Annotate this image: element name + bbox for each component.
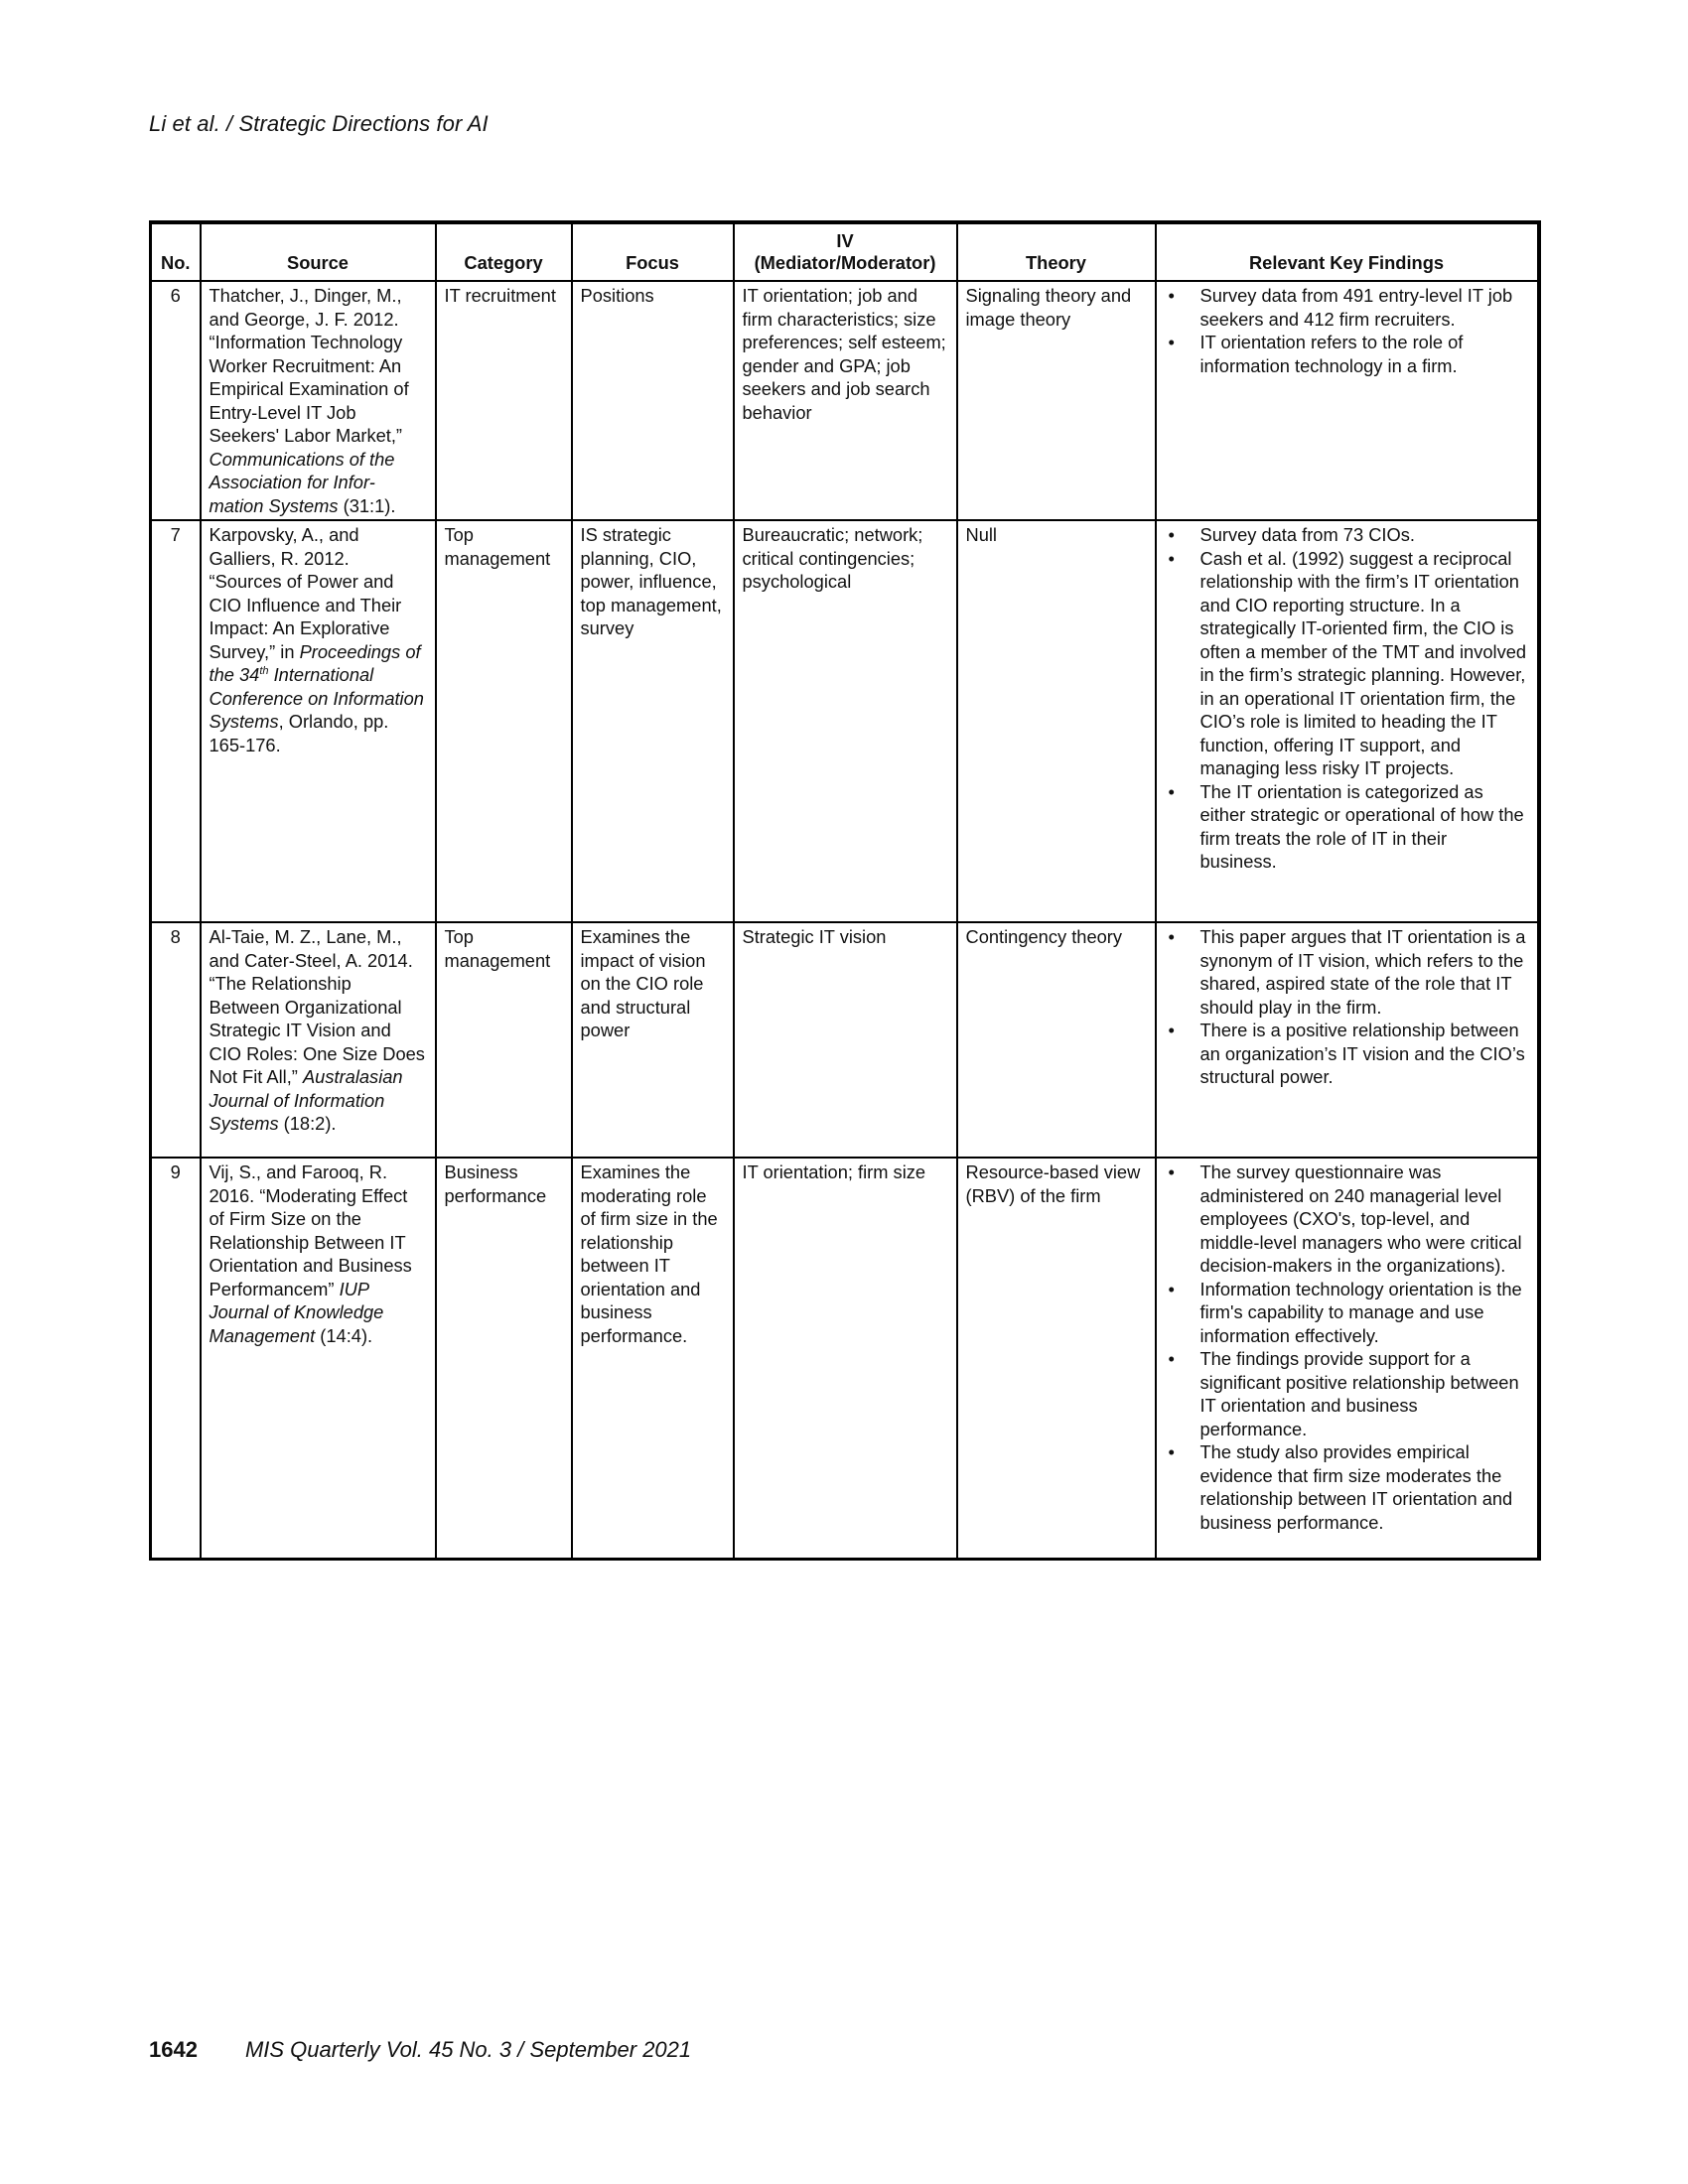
finding-item: • The survey questionnaire was administered on 240 managerial level employees (CXO's, top-level, and middle-level managers who were critical decision-makers in the organizations). [1165,1160,1529,1278]
table-header [151,222,1539,281]
theory-cell: Resource-based view (RBV) of the firm [957,1158,1156,1559]
header-source: Source [201,222,436,281]
running-head: Li et al. / Strategic Directions for AI [149,111,489,136]
focus-cell: Positions [572,281,734,520]
source-cell [201,281,436,520]
iv-cell: IT orientation; job and firm characteristics; size preferences; self esteem; gender and GPA; job seekers and job search behavior [734,281,957,520]
source-cell [201,520,436,922]
source-cell [201,922,436,1158]
finding-item: • Survey data from 73 CIOs. [1165,523,1529,547]
source-pages: , Orlando, pp. 165-176. [209,711,389,755]
category-cell: Top management [436,520,572,922]
category-cell: IT recruitment [436,281,572,520]
header-theory: Theory [957,222,1156,281]
category-cell: Top management [436,922,572,1158]
table-row [151,520,1539,922]
source-ordinal: th [259,664,269,677]
journal-citation: MIS Quarterly Vol. 45 No. 3 / September 2021 [244,2037,692,2062]
findings-cell [1156,922,1539,1158]
row-number: 9 [151,1158,201,1559]
source-cell [201,1158,436,1559]
header-findings: Relevant Key Findings [1156,222,1539,281]
source-volume: (14:4). [315,1324,373,1346]
category-cell: Business performance [436,1158,572,1559]
findings-cell [1156,1158,1539,1559]
source-journal: IUP Journal of Knowledge Management [209,1278,384,1346]
source-citation: Thatcher, J., Dinger, M., and George, J. F. 2012. “Information Technology Worker Recruitment: An Empirical Examination of Entry-Level IT Job Seekers' Labor Market,” [209,285,409,446]
header-no: No. [151,222,201,281]
theory-cell: Signaling theory and image theory [957,281,1156,520]
source-journal: Communications of the Association for Infor-mation Systems [209,448,395,516]
finding-item: • The findings provide support for a significant positive relationship between IT orientation and business performance. [1165,1347,1529,1440]
finding-item: • The study also provides empirical evidence that firm size moderates the relationship between IT orientation and business performance. [1165,1440,1529,1534]
source-conference: International Conference on Information Systems [209,664,424,732]
table-row [151,922,1539,1158]
findings-cell [1156,281,1539,520]
header-iv [734,222,957,281]
source-citation: Vij, S., and Farooq, R. 2016. “Moderating Effect of Firm Size on the Relationship Between IT Orientation and Business Performancem” [209,1161,412,1299]
source-volume: (18:2). [278,1113,337,1134]
source-journal: Australasian Journal of Information Systems [209,1066,403,1134]
source-citation: Karpovsky, A., and Galliers, R. 2012. “Sources of Power and CIO Influence and Their Impact: An Explorative Survey,” in [209,524,402,662]
finding-item: • This paper argues that IT orientation is a synonym of IT vision, which refers to the shared, aspired state of the role that IT should play in the firm. [1165,925,1529,1019]
header-focus: Focus [572,222,734,281]
row-number: 6 [151,281,201,520]
finding-item: • Cash et al. (1992) suggest a reciprocal relationship with the firm’s IT orientation and CIO reporting structure. In a strategically IT-oriented firm, the CIO is often a member of the TMT and involved in the firm’s strategic planning. However, in an operational IT orientation firm, the CIO’s role is limited to heading the IT function, offering IT support, and managing less risky IT projects. [1165,547,1529,780]
theory-cell: Null [957,520,1156,922]
finding-item: • IT orientation refers to the role of information technology in a firm. [1165,331,1529,377]
finding-item: • Information technology orientation is the firm's capability to manage and use information effectively. [1165,1278,1529,1348]
page-footer [149,2037,691,2063]
finding-item: • The IT orientation is categorized as either strategic or operational of how the firm treats the role of IT in their business. [1165,780,1529,874]
finding-item: • Survey data from 491 entry-level IT job seekers and 412 firm recruiters. [1165,284,1529,331]
theory-cell: Contingency theory [957,922,1156,1158]
iv-cell: IT orientation; firm size [734,1158,957,1559]
row-number: 8 [151,922,201,1158]
focus-cell: Examines the moderating role of firm size in the relationship between IT orientation and business performance. [572,1158,734,1559]
page-number: 1642 [149,2037,198,2062]
focus-cell: IS strategic planning, CIO, power, influence, top management, survey [572,520,734,922]
findings-cell [1156,520,1539,922]
finding-item: • There is a positive relationship between an organization’s IT vision and the CIO’s structural power. [1165,1019,1529,1089]
source-citation: Al-Taie, M. Z., Lane, M., and Cater-Steel, A. 2014. “The Relationship Between Organizational Strategic IT Vision and CIO Roles: One Size Does Not Fit All,” [209,926,425,1087]
header-category: Category [436,222,572,281]
focus-cell: Examines the impact of vision on the CIO role and structural power [572,922,734,1158]
header-iv-line1: IV [836,230,854,251]
header-iv-line2: (Mediator/Moderator) [754,252,936,273]
iv-cell: Bureaucratic; network; critical contingencies; psychological [734,520,957,922]
table-row [151,1158,1539,1559]
source-proceedings: Proceedings of the 34 [209,640,421,685]
table-row [151,281,1539,520]
row-number: 7 [151,520,201,922]
source-volume: (31:1). [338,494,396,516]
iv-cell: Strategic IT vision [734,922,957,1158]
literature-table [149,220,1541,1561]
